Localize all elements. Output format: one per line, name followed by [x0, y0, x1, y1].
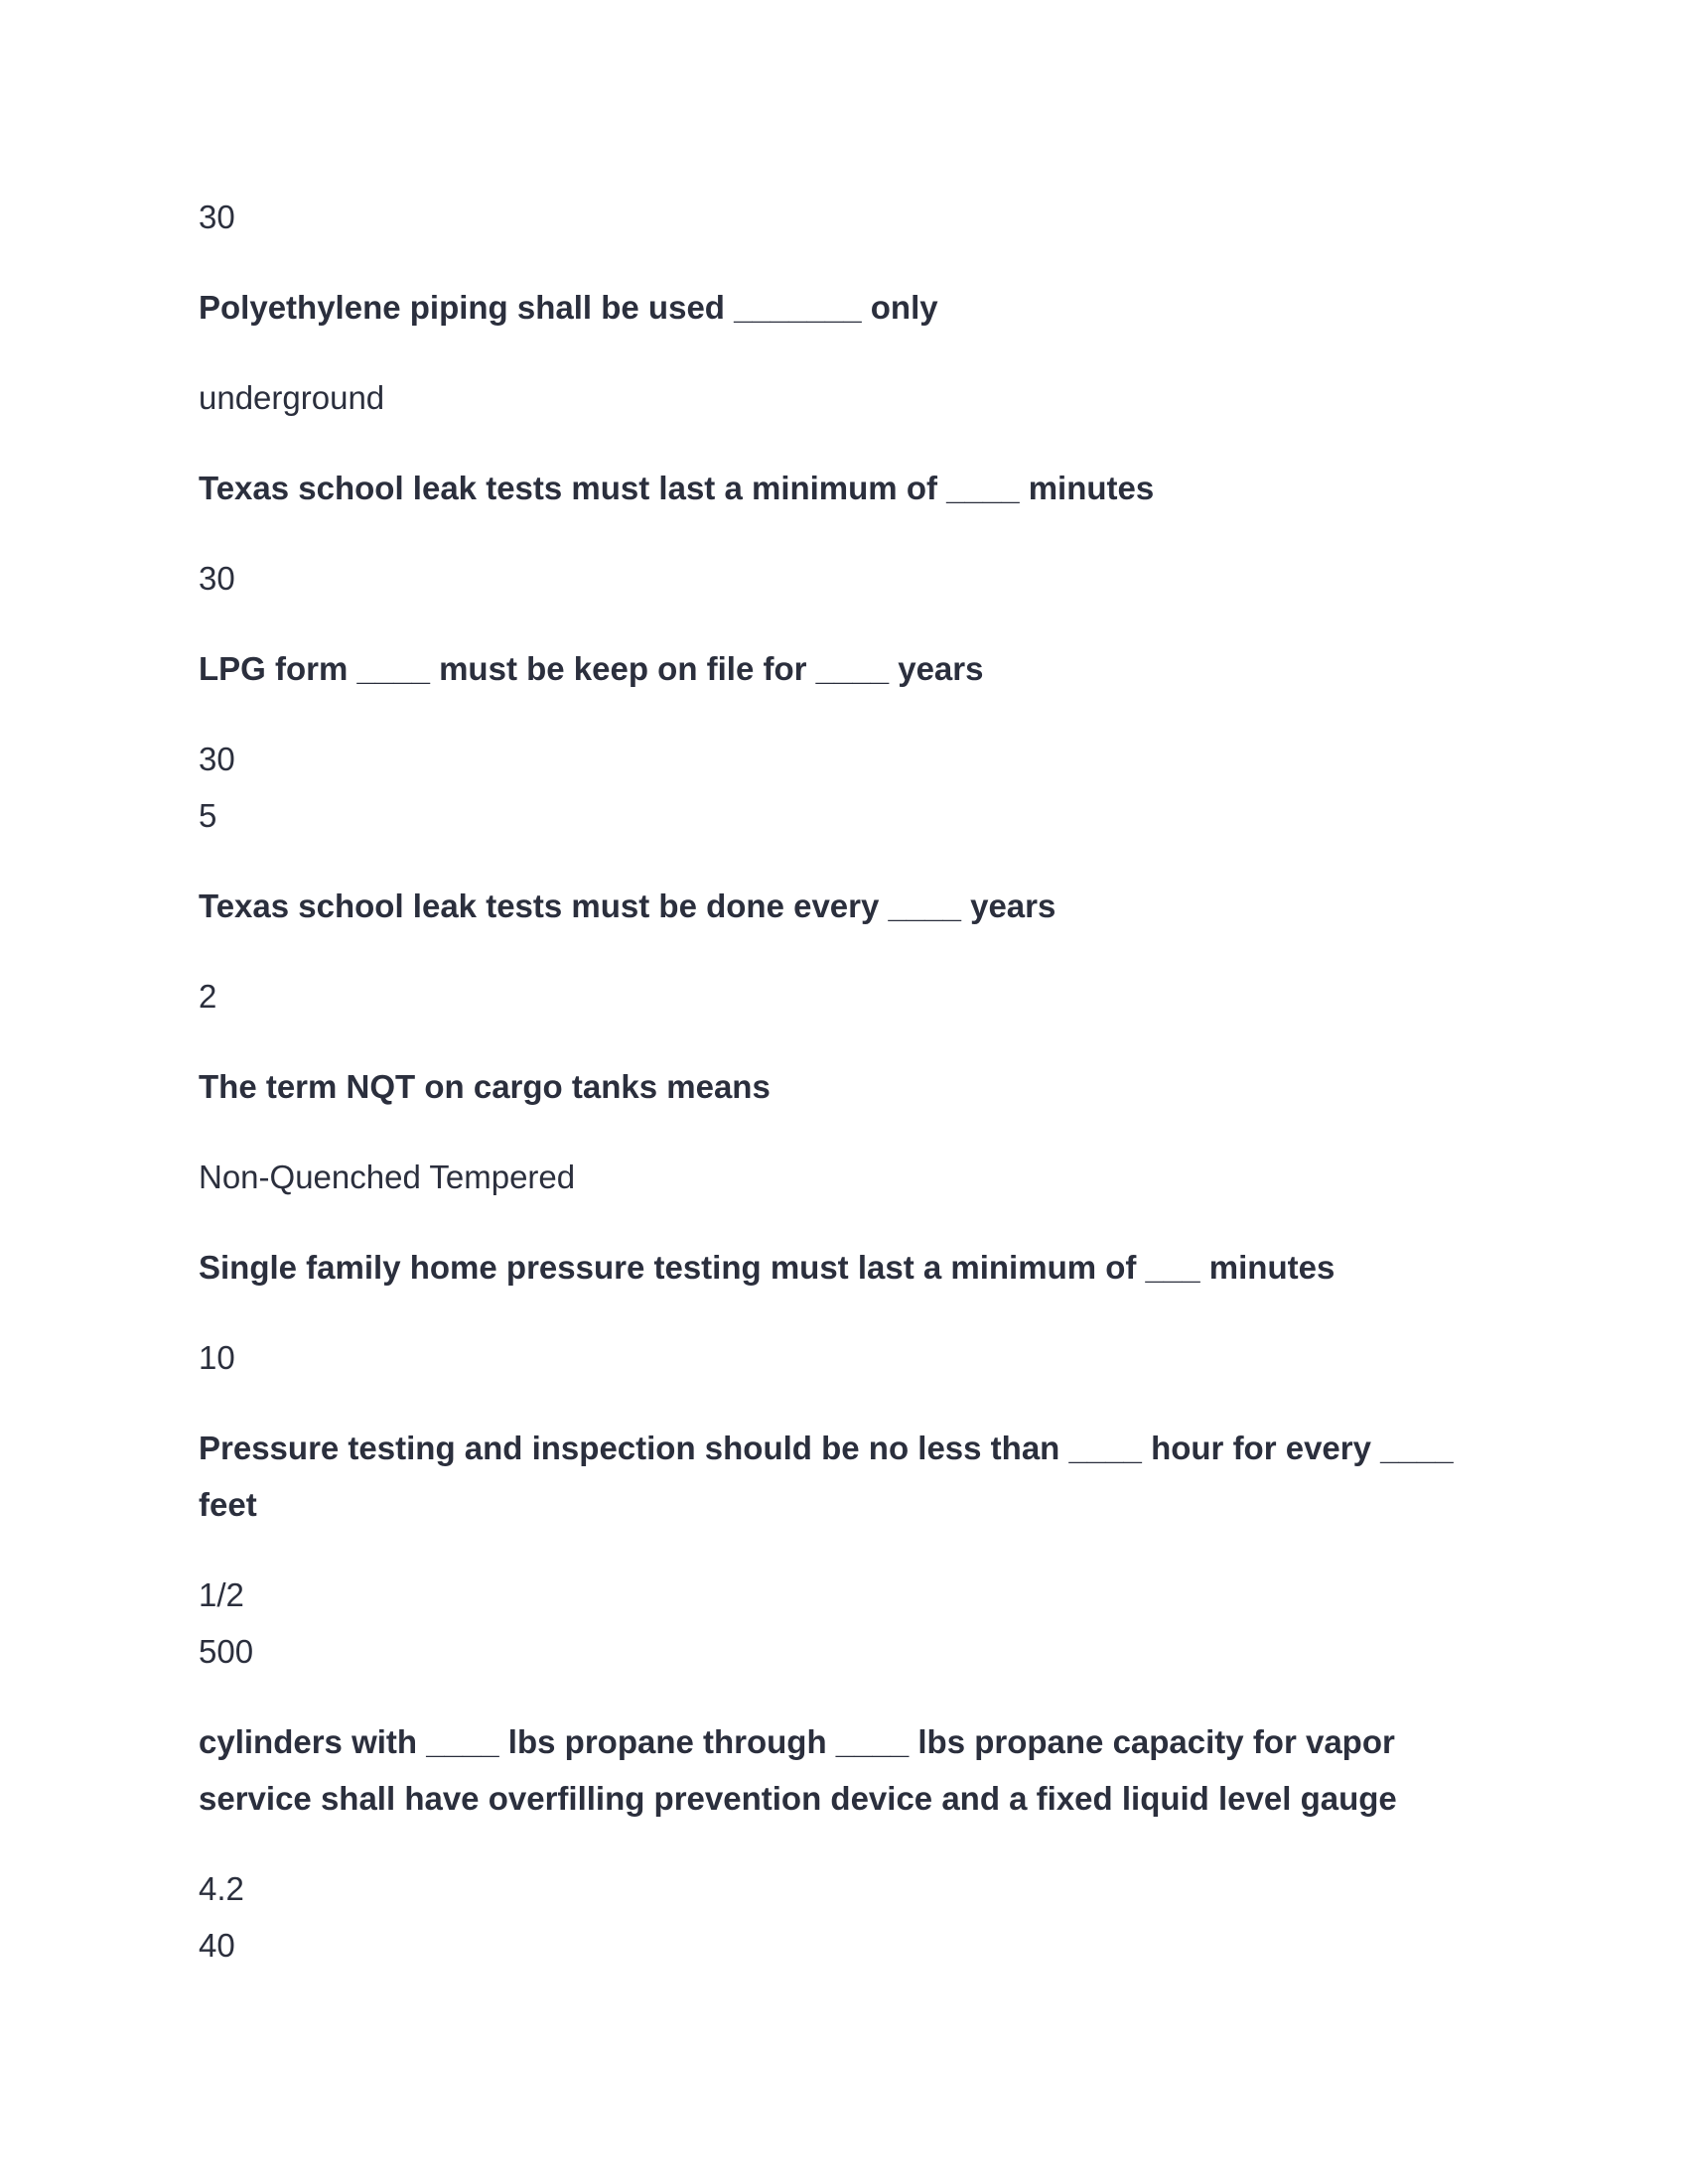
- question-text: Single family home pressure testing must last a minimum of ___ minutes: [199, 1249, 1336, 1286]
- answer-text: 30: [199, 560, 235, 597]
- question-text: cylinders with ____ lbs propane through ____ lbs propane capacity for vapor service shall have overfilling prevention device and a fixed liquid level gauge: [199, 1723, 1397, 1817]
- question-text: Texas school leak tests must last a minimum of ____ minutes: [199, 470, 1155, 506]
- question-text: Pressure testing and inspection should be no less than ____ hour for every ____ feet: [199, 1430, 1454, 1523]
- answer-text: 10: [199, 1339, 235, 1376]
- answer-text: Non-Quenched Tempered: [199, 1159, 576, 1195]
- answer-text: 30: [199, 741, 235, 777]
- answer-text: 500: [199, 1633, 254, 1670]
- question-text: Polyethylene piping shall be used _______ only: [199, 289, 938, 326]
- answer-text: 30: [199, 199, 235, 235]
- answer-text: 40: [199, 1927, 235, 1964]
- answer-text: 5: [199, 797, 217, 834]
- question-text: LPG form ____ must be keep on file for ____ years: [199, 650, 984, 687]
- answer-text: 1/2: [199, 1576, 244, 1613]
- answer-text: 4.2: [199, 1870, 244, 1907]
- question-text: The term NQT on cargo tanks means: [199, 1068, 771, 1105]
- question-text: Texas school leak tests must be done every ____ years: [199, 887, 1056, 924]
- document-page: [199, 189, 1489, 1974]
- answer-text: 2: [199, 978, 217, 1015]
- answer-text: underground: [199, 379, 385, 416]
